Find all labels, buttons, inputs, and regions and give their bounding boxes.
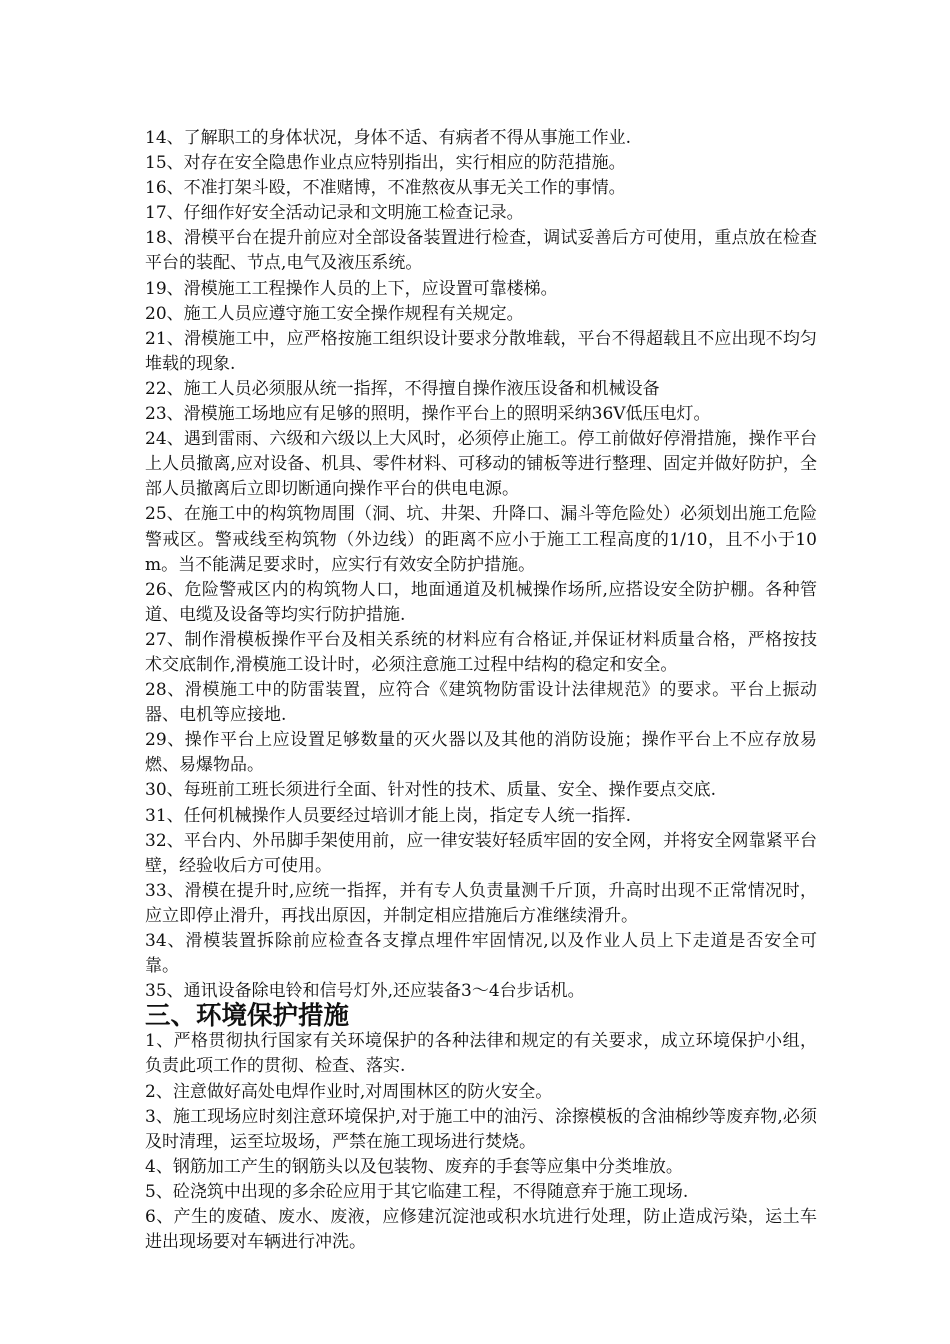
list-item: 34、滑模装置拆除前应检查各支撑点埋件牢固情况,以及作业人员上下走道是否安全可靠。 (145, 931, 817, 977)
list-item: 3、施工现场应时刻注意环境保护,对于施工中的油污、涂擦模板的含油棉纱等废弃物,必须及时清理，运至垃圾场，严禁在施工现场进行焚烧。 (145, 1106, 817, 1152)
list-item: 18、滑模平台在提升前应对全部设备装置进行检查，调试妥善后方可使用，重点放在检查平台的装配、节点,电气及液压系统。 (145, 228, 817, 274)
list-item: 22、施工人员必须服从统一指挥，不得擅自操作液压设备和机械设备 (145, 378, 660, 399)
list-item: 2、注意做好高处电焊作业时,对周围林区的防火安全。 (145, 1081, 553, 1102)
list-item: 19、滑模施工工程操作人员的上下，应设置可靠楼梯。 (145, 278, 558, 299)
list-item: 32、平台内、外吊脚手架使用前，应一律安装好轻质牢固的安全网，并将安全网靠紧平台壁，经验收后方可使用。 (145, 830, 817, 876)
list-item: 28、滑模施工中的防雷装置，应符合《建筑物防雷设计法律规范》的要求。平台上振动器、电机等应接地. (145, 680, 817, 726)
list-item: 27、制作滑模板操作平台及相关系统的材料应有合格证,并保证材料质量合格，严格按技术交底制作,滑模施工设计时，必须注意施工过程中结构的稳定和安全。 (145, 629, 817, 675)
list-item: 21、滑模施工中，应严格按施工组织设计要求分散堆载，平台不得超载且不应出现不均匀堆载的现象. (145, 328, 817, 374)
list-item: 14、了解职工的身体状况，身体不适、有病者不得从事施工作业. (145, 128, 632, 148)
list-item: 15、对存在安全隐患作业点应特别指出，实行相应的防范措施。 (145, 153, 626, 174)
list-item: 16、不准打架斗殴，不准赌博，不准熬夜从事无关工作的事情。 (145, 178, 626, 199)
list-item: 25、在施工中的构筑物周围（洞、坑、井架、升降口、漏斗等危险处）必须划出施工危险警戒区。警戒线至构筑物（外边线）的距离不应小于施工工程高度的1/10，且不小于10m。当不能满足要求时，应实行有效安全防护措施。 (145, 504, 817, 575)
document-body (145, 126, 817, 1255)
section-heading-environmental-protection: 三、环境保护措施 (145, 1001, 350, 1032)
list-item: 26、危险警戒区内的构筑物人口，地面通道及机械操作场所,应搭设安全防护棚。各种管道、电缆及设备等均实行防护措施. (145, 579, 817, 625)
list-item: 17、仔细作好安全活动记录和文明施工检查记录。 (145, 203, 524, 224)
list-item: 5、砼浇筑中出现的多余砼应用于其它临建工程，不得随意弃于施工现场. (145, 1181, 689, 1202)
safety-items-list (145, 126, 817, 1004)
list-item: 30、每班前工班长须进行全面、针对性的技术、质量、安全、操作要点交底. (145, 780, 717, 801)
list-item: 6、产生的废碴、废水、废液，应修建沉淀池或积水坑进行处理，防止造成污染，运土车进出现场要对车辆进行冲洗。 (145, 1207, 817, 1253)
list-item: 29、操作平台上应设置足够数量的灭火器以及其他的消防设施；操作平台上不应存放易燃、易爆物品。 (145, 730, 817, 776)
list-item: 20、施工人员应遵守施工安全操作规程有关规定。 (145, 303, 524, 324)
list-item: 31、任何机械操作人员要经过培训才能上岗，指定专人统一指挥. (145, 805, 632, 826)
list-item: 35、通讯设备除电铃和信号灯外,还应装备3～4台步话机。 (145, 981, 585, 1002)
list-item: 4、钢筋加工产生的钢筋头以及包装物、废弃的手套等应集中分类堆放。 (145, 1156, 683, 1177)
environmental-items-list (145, 1029, 817, 1255)
list-item: 23、滑模施工场地应有足够的照明，操作平台上的照明采纳36V低压电灯。 (145, 404, 711, 425)
list-item: 24、遇到雷雨、六级和六级以上大风时，必须停止施工。停工前做好停滑措施，操作平台上人员撤离,应对设备、机具、零件材料、可移动的铺板等进行整理、固定并做好防护，全部人员撤离后立即切断通向操作平台的供电电源。 (145, 429, 817, 500)
list-item: 33、滑模在提升时,应统一指挥，并有专人负责量测千斤顶，升高时出现不正常情况时，应立即停止滑升，再找出原因，并制定相应措施后方准继续滑升。 (145, 880, 817, 926)
list-item: 1、严格贯彻执行国家有关环境保护的各种法律和规定的有关要求，成立环境保护小组，负责此项工作的贯彻、检查、落实. (145, 1031, 817, 1077)
